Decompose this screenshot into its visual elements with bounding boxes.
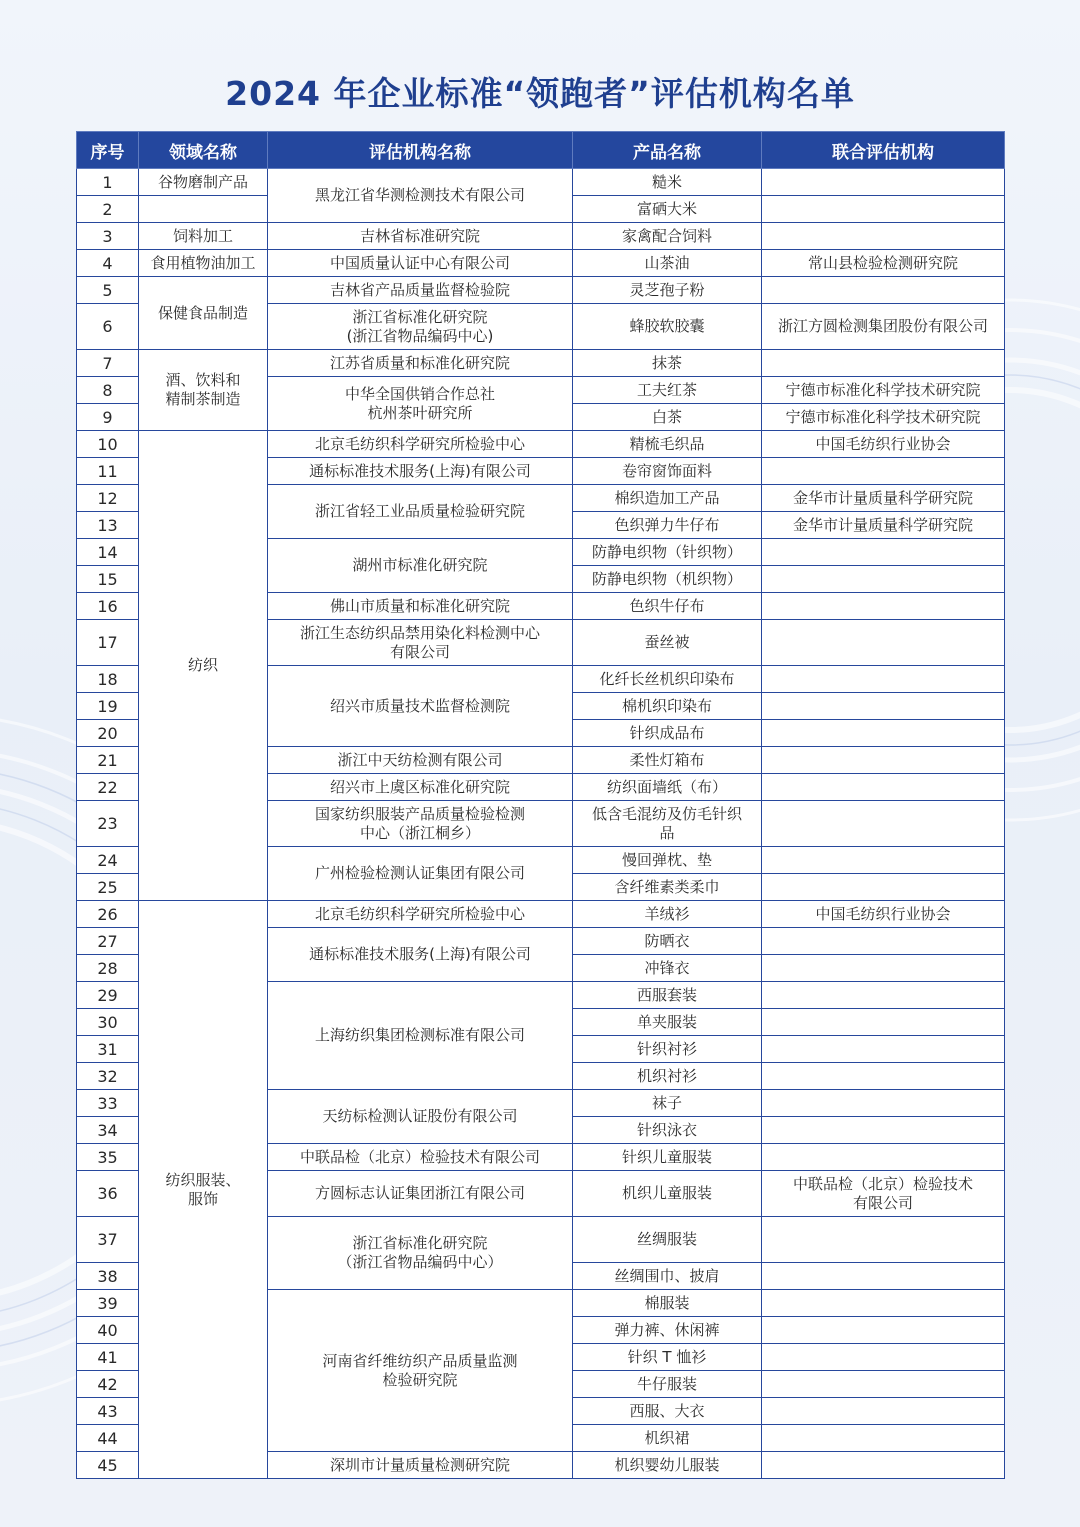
serial-number-cell: 43 (77, 1398, 139, 1425)
product-name-cell: 慢回弹枕、垫 (573, 847, 762, 874)
product-name-cell: 针织 T 恤衫 (573, 1344, 762, 1371)
joint-agency-cell (762, 458, 1005, 485)
joint-agency-cell: 中国毛纺织行业协会 (762, 901, 1005, 928)
domain-name-cell (139, 196, 268, 223)
agency-name-cell: 佛山市质量和标准化研究院 (268, 593, 573, 620)
serial-number-cell: 35 (77, 1144, 139, 1171)
product-name-cell: 糙米 (573, 169, 762, 196)
product-name-cell: 蜂胶软胶囊 (573, 304, 762, 350)
joint-agency-cell (762, 1117, 1005, 1144)
agency-name-cell: 中联品检（北京）检验技术有限公司 (268, 1144, 573, 1171)
product-name-cell: 棉服装 (573, 1290, 762, 1317)
product-name-cell: 丝绸服装 (573, 1217, 762, 1263)
joint-agency-cell (762, 1217, 1005, 1263)
agency-name-cell: 绍兴市上虞区标准化研究院 (268, 774, 573, 801)
joint-agency-cell (762, 277, 1005, 304)
product-name-cell: 针织衬衫 (573, 1036, 762, 1063)
serial-number-cell: 22 (77, 774, 139, 801)
joint-agency-cell: 金华市计量质量科学研究院 (762, 485, 1005, 512)
serial-number-cell: 20 (77, 720, 139, 747)
table-row (77, 350, 1005, 377)
serial-number-cell: 2 (77, 196, 139, 223)
domain-name-cell: 纺织服装、 服饰 (139, 901, 268, 1479)
header-agency-name: 评估机构名称 (268, 132, 573, 169)
product-name-cell: 灵芝孢子粉 (573, 277, 762, 304)
serial-number-cell: 16 (77, 593, 139, 620)
agency-name-cell: 湖州市标准化研究院 (268, 539, 573, 593)
agency-name-cell: 广州检验检测认证集团有限公司 (268, 847, 573, 901)
serial-number-cell: 39 (77, 1290, 139, 1317)
product-name-cell: 单夹服装 (573, 1009, 762, 1036)
joint-agency-cell (762, 1090, 1005, 1117)
serial-number-cell: 6 (77, 304, 139, 350)
serial-number-cell: 13 (77, 512, 139, 539)
serial-number-cell: 32 (77, 1063, 139, 1090)
product-name-cell: 色织牛仔布 (573, 593, 762, 620)
serial-number-cell: 41 (77, 1344, 139, 1371)
serial-number-cell: 8 (77, 377, 139, 404)
agency-name-cell: 北京毛纺织科学研究所检验中心 (268, 431, 573, 458)
product-name-cell: 防静电织物（针织物） (573, 539, 762, 566)
joint-agency-cell (762, 350, 1005, 377)
agency-name-cell: 浙江省标准化研究院 (浙江省物品编码中心) (268, 304, 573, 350)
agency-name-cell: 天纺标检测认证股份有限公司 (268, 1090, 573, 1144)
agency-name-cell: 吉林省标准研究院 (268, 223, 573, 250)
agency-name-cell: 浙江中天纺检测有限公司 (268, 747, 573, 774)
joint-agency-cell: 宁德市标准化科学技术研究院 (762, 404, 1005, 431)
joint-agency-cell (762, 1398, 1005, 1425)
product-name-cell: 抹茶 (573, 350, 762, 377)
joint-agency-cell (762, 847, 1005, 874)
serial-number-cell: 14 (77, 539, 139, 566)
joint-agency-cell (762, 1263, 1005, 1290)
table-row (77, 431, 1005, 458)
product-name-cell: 棉机织印染布 (573, 693, 762, 720)
joint-agency-cell (762, 982, 1005, 1009)
serial-number-cell: 26 (77, 901, 139, 928)
joint-agency-cell: 中联品检（北京）检验技术 有限公司 (762, 1171, 1005, 1217)
domain-name-cell: 饲料加工 (139, 223, 268, 250)
agency-name-cell: 吉林省产品质量监督检验院 (268, 277, 573, 304)
serial-number-cell: 1 (77, 169, 139, 196)
table-row (77, 277, 1005, 304)
serial-number-cell: 4 (77, 250, 139, 277)
serial-number-cell: 29 (77, 982, 139, 1009)
serial-number-cell: 42 (77, 1371, 139, 1398)
product-name-cell: 低含毛混纺及仿毛针织 品 (573, 801, 762, 847)
domain-name-cell: 食用植物油加工 (139, 250, 268, 277)
product-name-cell: 机织儿童服装 (573, 1171, 762, 1217)
product-name-cell: 西服、大衣 (573, 1398, 762, 1425)
joint-agency-cell (762, 1452, 1005, 1479)
agency-name-cell: 浙江省标准化研究院 （浙江省物品编码中心） (268, 1217, 573, 1290)
product-name-cell: 弹力裤、休闲裤 (573, 1317, 762, 1344)
agency-name-cell: 江苏省质量和标准化研究院 (268, 350, 573, 377)
agency-name-cell: 中华全国供销合作总社 杭州茶叶研究所 (268, 377, 573, 431)
serial-number-cell: 9 (77, 404, 139, 431)
joint-agency-cell (762, 1371, 1005, 1398)
joint-agency-cell (762, 1036, 1005, 1063)
product-name-cell: 机织裙 (573, 1425, 762, 1452)
joint-agency-cell (762, 666, 1005, 693)
product-name-cell: 防晒衣 (573, 928, 762, 955)
domain-name-cell: 酒、饮料和 精制茶制造 (139, 350, 268, 431)
table-header-row (77, 132, 1005, 169)
agency-name-cell: 浙江省轻工业品质量检验研究院 (268, 485, 573, 539)
agency-name-cell: 深圳市计量质量检测研究院 (268, 1452, 573, 1479)
product-name-cell: 袜子 (573, 1090, 762, 1117)
product-name-cell: 白茶 (573, 404, 762, 431)
joint-agency-cell (762, 566, 1005, 593)
serial-number-cell: 23 (77, 801, 139, 847)
serial-number-cell: 10 (77, 431, 139, 458)
joint-agency-cell (762, 539, 1005, 566)
joint-agency-cell: 浙江方圆检测集团股份有限公司 (762, 304, 1005, 350)
product-name-cell: 卷帘窗饰面料 (573, 458, 762, 485)
product-name-cell: 山茶油 (573, 250, 762, 277)
agency-name-cell: 北京毛纺织科学研究所检验中心 (268, 901, 573, 928)
agency-name-cell: 上海纺织集团检测标准有限公司 (268, 982, 573, 1090)
table-row (77, 223, 1005, 250)
serial-number-cell: 38 (77, 1263, 139, 1290)
product-name-cell: 羊绒衫 (573, 901, 762, 928)
header-serial-number: 序号 (77, 132, 139, 169)
table-row (77, 169, 1005, 196)
product-name-cell: 纺织面墙纸（布） (573, 774, 762, 801)
joint-agency-cell (762, 720, 1005, 747)
serial-number-cell: 31 (77, 1036, 139, 1063)
product-name-cell: 丝绸围巾、披肩 (573, 1263, 762, 1290)
joint-agency-cell (762, 223, 1005, 250)
serial-number-cell: 28 (77, 955, 139, 982)
product-name-cell: 柔性灯箱布 (573, 747, 762, 774)
table-body (77, 169, 1005, 1479)
joint-agency-cell (762, 774, 1005, 801)
joint-agency-cell (762, 1344, 1005, 1371)
serial-number-cell: 19 (77, 693, 139, 720)
joint-agency-cell (762, 693, 1005, 720)
joint-agency-cell: 常山县检验检测研究院 (762, 250, 1005, 277)
header-joint-agency: 联合评估机构 (762, 132, 1005, 169)
domain-name-cell: 纺织 (139, 431, 268, 901)
page-title: 2024 年企业标准“领跑者”评估机构名单 (225, 74, 855, 113)
product-name-cell: 家禽配合饲料 (573, 223, 762, 250)
agency-name-cell: 中国质量认证中心有限公司 (268, 250, 573, 277)
agency-name-cell: 河南省纤维纺织产品质量监测 检验研究院 (268, 1290, 573, 1452)
product-name-cell: 含纤维素类柔巾 (573, 874, 762, 901)
joint-agency-cell (762, 1290, 1005, 1317)
product-name-cell: 防静电织物（机织物） (573, 566, 762, 593)
serial-number-cell: 17 (77, 620, 139, 666)
serial-number-cell: 5 (77, 277, 139, 304)
joint-agency-cell (762, 593, 1005, 620)
product-name-cell: 棉织造加工产品 (573, 485, 762, 512)
serial-number-cell: 45 (77, 1452, 139, 1479)
product-name-cell: 富硒大米 (573, 196, 762, 223)
joint-agency-cell (762, 196, 1005, 223)
joint-agency-cell (762, 928, 1005, 955)
serial-number-cell: 7 (77, 350, 139, 377)
joint-agency-cell: 中国毛纺织行业协会 (762, 431, 1005, 458)
table-row (77, 250, 1005, 277)
agency-name-cell: 通标标准技术服务(上海)有限公司 (268, 928, 573, 982)
product-name-cell: 精梳毛织品 (573, 431, 762, 458)
joint-agency-cell (762, 1425, 1005, 1452)
agency-name-cell: 黑龙江省华测检测技术有限公司 (268, 169, 573, 223)
joint-agency-cell (762, 874, 1005, 901)
product-name-cell: 蚕丝被 (573, 620, 762, 666)
joint-agency-cell: 宁德市标准化科学技术研究院 (762, 377, 1005, 404)
header-domain-name: 领域名称 (139, 132, 268, 169)
product-name-cell: 冲锋衣 (573, 955, 762, 982)
joint-agency-cell (762, 955, 1005, 982)
product-name-cell: 针织泳衣 (573, 1117, 762, 1144)
domain-name-cell: 保健食品制造 (139, 277, 268, 350)
serial-number-cell: 36 (77, 1171, 139, 1217)
product-name-cell: 针织儿童服装 (573, 1144, 762, 1171)
evaluation-agency-table (76, 131, 1005, 1479)
serial-number-cell: 27 (77, 928, 139, 955)
product-name-cell: 针织成品布 (573, 720, 762, 747)
joint-agency-cell (762, 747, 1005, 774)
product-name-cell: 化纤长丝机织印染布 (573, 666, 762, 693)
serial-number-cell: 18 (77, 666, 139, 693)
product-name-cell: 机织衬衫 (573, 1063, 762, 1090)
joint-agency-cell (762, 169, 1005, 196)
product-name-cell: 西服套装 (573, 982, 762, 1009)
serial-number-cell: 34 (77, 1117, 139, 1144)
joint-agency-cell (762, 1009, 1005, 1036)
product-name-cell: 机织婴幼儿服装 (573, 1452, 762, 1479)
serial-number-cell: 30 (77, 1009, 139, 1036)
serial-number-cell: 33 (77, 1090, 139, 1117)
agency-name-cell: 方圆标志认证集团浙江有限公司 (268, 1171, 573, 1217)
agency-name-cell: 国家纺织服装产品质量检验检测 中心（浙江桐乡） (268, 801, 573, 847)
product-name-cell: 工夫红茶 (573, 377, 762, 404)
joint-agency-cell (762, 1317, 1005, 1344)
serial-number-cell: 44 (77, 1425, 139, 1452)
serial-number-cell: 11 (77, 458, 139, 485)
serial-number-cell: 3 (77, 223, 139, 250)
serial-number-cell: 40 (77, 1317, 139, 1344)
joint-agency-cell (762, 801, 1005, 847)
agency-name-cell: 通标标准技术服务(上海)有限公司 (268, 458, 573, 485)
joint-agency-cell (762, 620, 1005, 666)
agency-name-cell: 浙江生态纺织品禁用染化料检测中心 有限公司 (268, 620, 573, 666)
agency-name-cell: 绍兴市质量技术监督检测院 (268, 666, 573, 747)
serial-number-cell: 24 (77, 847, 139, 874)
header-product-name: 产品名称 (573, 132, 762, 169)
table-row (77, 901, 1005, 928)
serial-number-cell: 15 (77, 566, 139, 593)
serial-number-cell: 25 (77, 874, 139, 901)
serial-number-cell: 37 (77, 1217, 139, 1263)
joint-agency-cell: 金华市计量质量科学研究院 (762, 512, 1005, 539)
serial-number-cell: 12 (77, 485, 139, 512)
product-name-cell: 牛仔服装 (573, 1371, 762, 1398)
joint-agency-cell (762, 1144, 1005, 1171)
serial-number-cell: 21 (77, 747, 139, 774)
product-name-cell: 色织弹力牛仔布 (573, 512, 762, 539)
joint-agency-cell (762, 1063, 1005, 1090)
domain-name-cell: 谷物磨制产品 (139, 169, 268, 196)
